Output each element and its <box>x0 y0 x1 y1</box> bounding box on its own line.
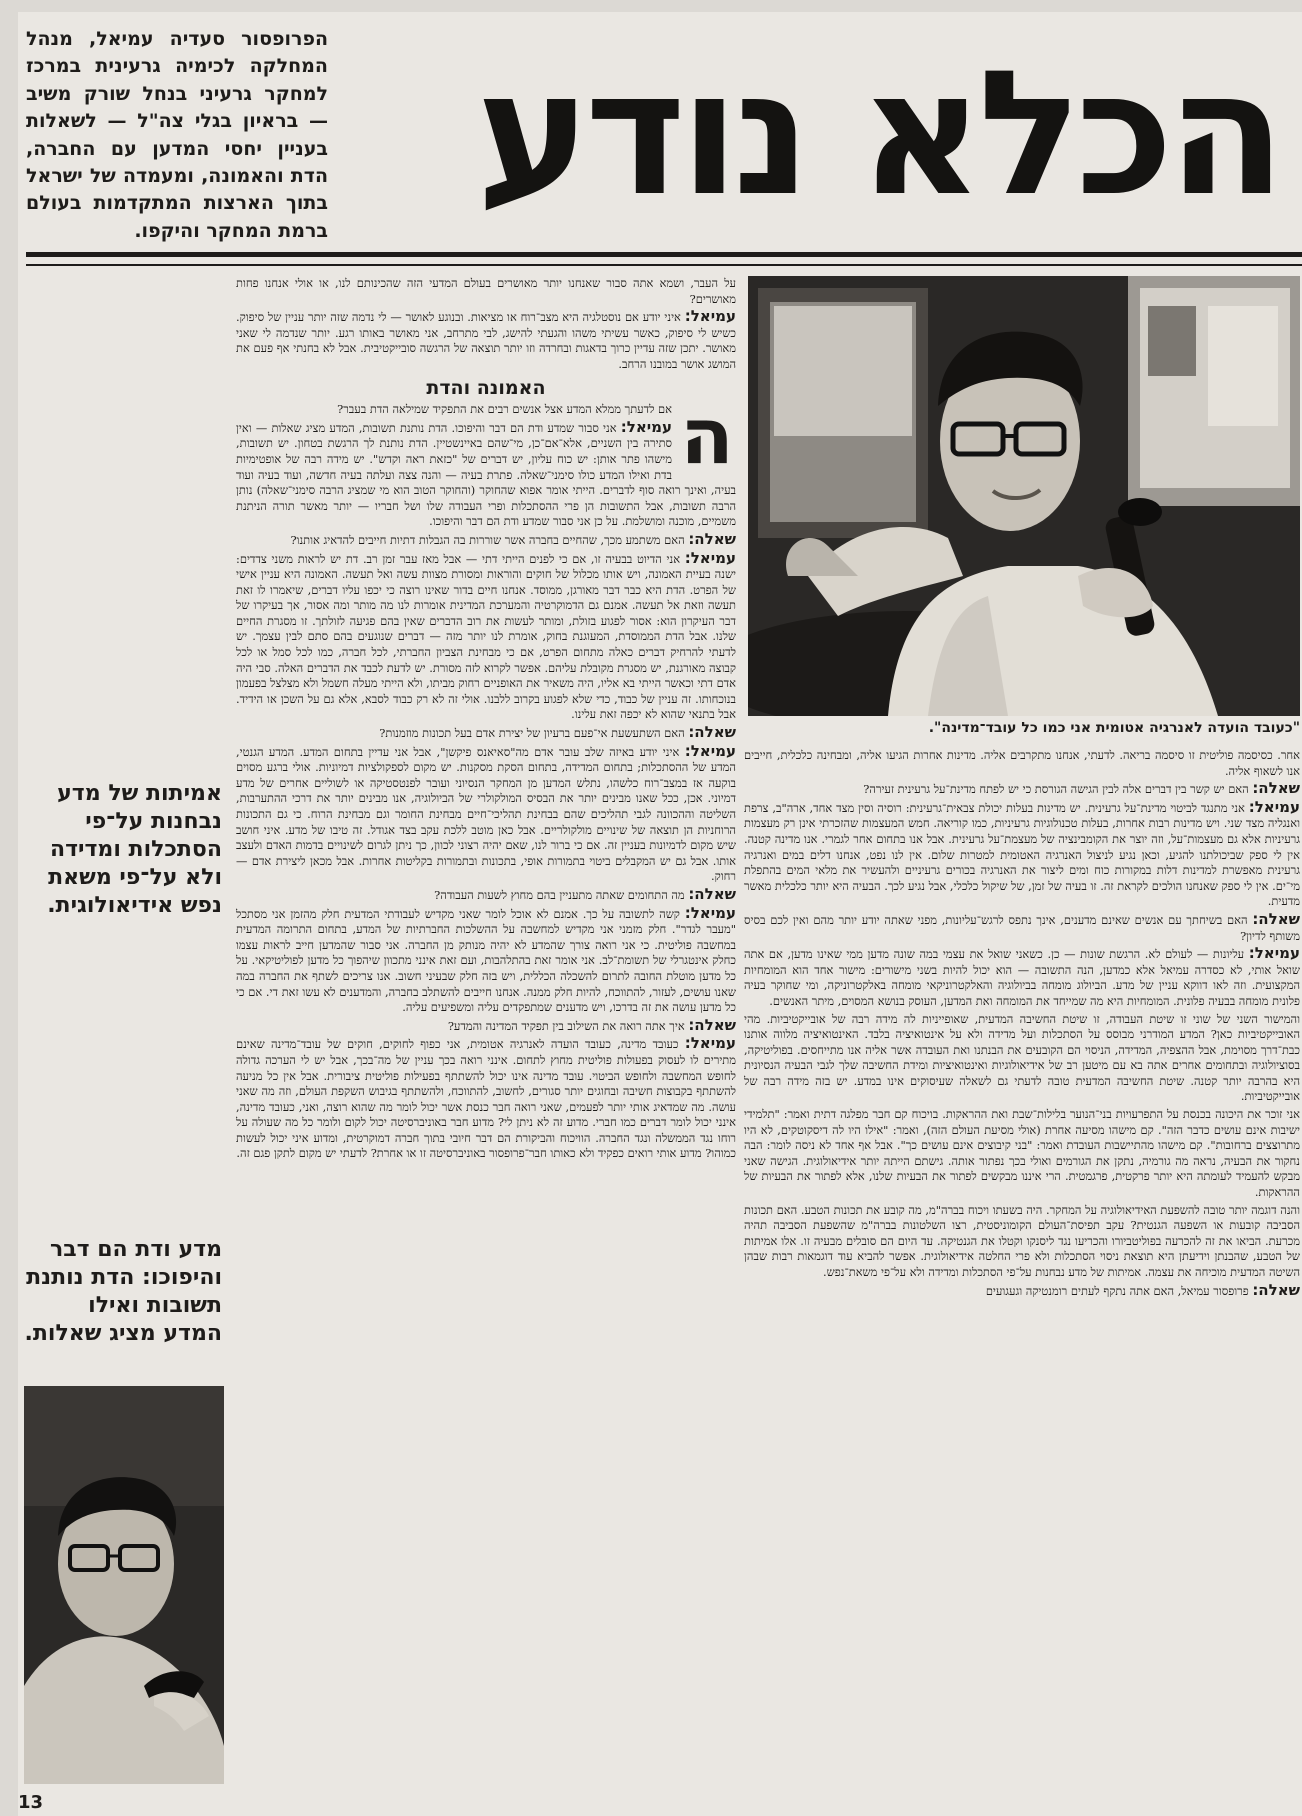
speaker-label: עמיאל: <box>620 417 673 436</box>
paragraph-text: אם לדעתך ממלא המדע אצל אנשים רבים את התפקיד שמילאה הדת בעבר? <box>337 402 672 417</box>
speaker-label: שאלה: <box>688 723 736 742</box>
paragraph-text: קשה לתשובה על כך. אמנם לא אוכל לומר שאני מקדיש לעבודתי המדעית חלק מהזמן אני מסתכל "מעבר לגדר". חלק מזמני אני מקדיש למחשבה על ההשלכות החברתיות של המדע, בתחום התרומה המדעית במחשבה פוליטית. כי אני רואה צורך שהמדע לא יהיה מנותק מן החברה. אני סבור שהמדען חייב לראות עצמו כחלק אינטגרלי של תשומת־לב. אני אומר זאת בהתלהבות, ועם זאת אינני מתכוון שיהפוך כל מדען לפוליטיקאי. על כל מדען מוטלת החובה לתרום להשכלה הכללית, ויש בזה חלק שבעיני חשוב. אנו צריכים לשתף את החברה במה שאנו עושים, לעזור, להתווכח, להיות חלק ממנה. אנחנו חייבים להשתלב בחברה, והמדענים לא עשו זאת די. אם כי כל מדען עושה את זה בדרכו, ויש מדענים שמתפקדים עליה ומשפיעים עליה. <box>236 906 736 1015</box>
paragraph-text: האם משתמע מכך, שהחיים בחברה אשר שוררות בה הגבלות דתיות חייבים להדאיג אותנו? <box>290 532 685 547</box>
paragraph <box>744 1107 1300 1201</box>
paragraph-text: האם השתעשעת אי־פעם ברעיון של יצירת אדם בעל תכונות מוזמנות? <box>379 726 685 741</box>
paragraph <box>236 529 736 549</box>
pull-quote: אמיתות של מדע נבחנות על־פי הסתכלות ומדידה ולא על־פי משאת נפש אידיאולוגית. <box>47 781 222 918</box>
drop-cap: ה <box>680 392 734 483</box>
header-rule <box>26 252 1302 257</box>
paragraph-text: והמישור השני של שוני זו שיטת העבודה, זו שיטת החשיבה המדעית, שאופייניות לה מידה רבה של אובייקטיביות. מהי האובייקטיביות כאן? המדע המודרני מבוסס על הסתכלות ועל מדידה ולא על אינטואיציה בלבד. האינטואיציה מלווה אותנו כבת־דרך מסוימת, אבל ההצפיה, המדידה, הניסוי הם הקובעים את הבנתנו ואת העובדה אשר אליה אנו מתייחסים. בפוליטיקה, בסוציולוגיה ובתחומים אחרים אתה בא עם מיטען רב של אידיאולוגיות ואינטואיציות ומידת החשיבה שלך לגבי הבעיה הנסיונית היא בהרבה יותר קטנה. שיטת החשיבה המדעית טובה לדעתי גם לשאלה שעיסוקים אינו במדע. יש בזה מידה רבה של אובייקטיביות. <box>744 1011 1300 1104</box>
speaker-label: שאלה: <box>688 1015 736 1034</box>
paragraph-text: אני זוכר את היכונה בכנסת על התפרעויות בני־הנוער בלילות־שבת ואת ההראקות. בויכוח קם חבר מפלגה דתית ואמר: "תלמידי ישיבות אינם עושים כדבר הזה". קם מישהו מסיעה אחרת (אולי מסיעת העולם הזה), ואמר: "אילו היו לה דיסקוטקים, לא היו מתרוצצים ברחובות". קם מישהו מהתיישבות העובדת ואמר: "בני קיבוצים אינם עושים כך". אבל אף אחד לא ניסה לומר: הבה נחקור את הבעיה, נראה מה גורמיה, נתקן את הגורמים ואולי בכך נפתור אותה. גישתם הייתה יותר אידיאולוגית. הגישה שאני מבקש להעמיד לעומתה היא יותר פרקטית, פרגמטית. הרי איננו מבקשים לפתור את הבעיות שלנו, אלא לפתור את הבעיות של ההראקות. <box>744 1107 1300 1200</box>
paragraph-text: מה התחומים שאתה מתעניין בהם מחוץ לשעות העבודה? <box>434 887 685 902</box>
speaker-label: עמיאל: <box>1248 797 1300 816</box>
speaker-label: שאלה: <box>1252 779 1300 798</box>
paragraph <box>744 946 1300 1009</box>
paragraph <box>236 884 736 904</box>
speaker-label: שאלה: <box>1252 1280 1300 1299</box>
paragraph-text: פרופסור עמיאל, האם אתה נתקף לעתים רומנטיקה וגעגועים <box>985 1283 1249 1298</box>
paragraph <box>236 725 736 742</box>
header-rule-thin <box>26 264 1302 266</box>
page-number: 13 <box>18 1792 44 1813</box>
paragraph <box>236 276 736 307</box>
speaker-label: שאלה: <box>688 884 736 903</box>
paragraph <box>744 909 1300 944</box>
paragraph <box>744 1012 1300 1106</box>
paragraph <box>236 1015 736 1035</box>
speaker-label: שאלה: <box>1252 909 1300 928</box>
paragraph <box>236 309 736 372</box>
paragraph-text: האם יש קשר בין דברים אלה לבין הגישה הגורסת כי יש לפתח מדינת־על גרעינית זעירה? <box>863 782 1249 797</box>
subheading: האמונה והדת <box>426 376 546 399</box>
photo-caption: "כעובד הועדה לאנרגיה אטומית אני כמו כל עובד־מדינה". <box>928 720 1300 736</box>
paragraph-text: איני יודע אם נוסטלגיה היא מצב־רוח או מציאות. ובנוגע לאושר — לי נדמה שזה יותר עניין של סיפוק. כשיש לי סיפוק, כאשר עשיתי משהו והגעתי להישג, לבי מתרחב, אני מאושר באותו רגע. יותר שנדמה לי שאני מאושר. יתכן שזה עדיין כרוך בדאגות ובחרדה וזו יותר תוצאה של הרגשה סובייקטיבית. אבל לא בחנתי אף פעם את המושג אושר במובנו הרחב. <box>236 310 736 371</box>
speaker-label: עמיאל: <box>684 903 736 922</box>
paragraph-text: עליונות — לעולם לא. הרגשת שונות — כן. כשאני שואל את עצמי במה שונה מדען ממי שאינו מדען, אם אתה שואל אותי, לא כסדרה עמיאל אלא כמדען, הנה התשובה — הוא יכול להיות בשני מישורים: מישור אחד הוא המומחיות המקצועית. וזה לאו דווקא עניין של מדע. הביולוג מומחה בביולוגיה והאלקטרוניקאי מומחה באלקטרוניקה, ומי שחוקר בעיה פלונית מומחה בבעיה פלונית. המומחיות היא מה שמייחד את המומחה ואת המדען, העוסק בנושא המסוים, מיתר האנשים. <box>744 947 1300 1008</box>
article-column-right <box>744 748 1300 1814</box>
paragraph-text: אני מתנגד לביטוי מדינת־על גרעינית. יש מדינות בעלות יכולת צבאית־גרעינית: רוסיה וסין מצד אחד, ארה"ב, צרפת ואנגליה מצד שני. ויש מדינות רבות אחרות, בעלות טכנולוגיות גרעיניות, כמו קוריאה. חמש המעצמות שהזכרתי אינן רק מעצמות גרעיניות אלא גם מעצמות־על, וזה יוצר את הקומבינציה של מעצמת־על גרעינית. אבל אנו בתחום אחר לגמרי. אנו מדינה קטנה. אין לי ספק שביכולתנו להגיע, וכאן נגיע לניצול האנרגיה האטומית למטרות שלום. אין לנו נפט, אנחנו דלים במים ואנרגיה גרעינית מאפשרת למדינות דלות במקורות כוח ומים ליצור את האנרגיה בכורים גרעיניים ולהעשיר את מלאי המים בהתפלת מי־ים. אין לי ספק שאנחנו הולכים לקראת זה. זו בעיה של זמן, של שיקול כלכלי, אבל נגיע לכך. הבעיה היא יותר כלכלית מאשר מדעית. <box>744 800 1300 909</box>
paragraph-text: איני יודע באיזה שלב עובר אדם מה"סאיאנס פיקשן", אבל אני עדיין בתחום המדע. המדע הגנטי, המדע של ההסתכלות; בתחום המדידה, בתחום הסקת מסקנות. יש מקום לספקולציות דמיוניות. אולי ברגע מסוים בוקעה אז במצב־רוח כלשהו, נתלש המדען מן המחקר הנסיוני ועובר לפנטסטיקה או לשוליים אחרים של מדע דמיוני. אכן, ככל שאנו מבינים יותר את הבסיס המולקולרי של הביולוגיה, אנו מבינים יותר את דרכי ההתערבות, השליטה וההכוונה לגבי תהליכים שהם בבחינת תהליכי־חיים מבחינת החומר וגם מבחינת הרוח. כי גם התכונות הרוחניות הן תוצאה של שינויים מולקולריים. אבל כאן מוטב ללכת עקב בצד אגודל. זה טיבו של מדע. איני חושב שיש מקום לדמיונות בעניין זה. אם כי ברור לנו, שאם יהיה רצוני לכוון, כך ניתן לגרום לשינויים בדמות האדם ולעצב אותו. אבל גם יש המקבלים ביטוי בתמורות אופי, בתכונות ובתמורות בקליטות אחרות. אבל מכאן ליצירת אדם — רחוק. <box>236 744 736 884</box>
paragraph <box>236 402 736 418</box>
paragraph <box>236 548 736 724</box>
headline: הכלא נודע <box>476 33 1280 234</box>
paragraph <box>236 417 736 530</box>
paragraph <box>236 903 736 1016</box>
paragraph-text: והנה דוגמה יותר טובה להשפעת האידיאולוגיה על המחקר. היה בשעתו ויכוח בברה"מ, מה קובע את תכונות הטבע. האם תכונות הסביבה קובעות או השפעה הגנטית? עקב תפיסת־העולם הקומוניסטית, רצו השלטונות בברה"מ שהשפעת הסביבה תהיה מכרעת. הביאו את זה להכרעה בפוליטביורו והכריעו נגד ליסנקו וקטלו את הגנטיקה. עד היום הם סובלים מבעיה זו. אלו אמיתות של הטבע, שהבנתן וידיעתן היא תוצאת ניסוי הסתכלות ולא פרי החלטה אידיאולוגית. אפשר להביא עוד דוגמאות רבות שבהן השיטה המדעית מוכיחה את עצמה. אמיתות של מדע נבחנות על־פי הסתכלות ומדידה ולא על־פי משאת־נפש. <box>744 1202 1300 1279</box>
paragraph <box>744 748 1300 779</box>
paragraph-text: איך אתה רואה את השילוב בין תפקיד המדינה והמדע? <box>447 1018 685 1033</box>
intro-paragraph: הפרופסור סעדיה עמיאל, מנהל המחלקה לכימיה גרעינית במרכז למחקר גרעיני בנחל שורק משיב — בראיון בגלי צה"ל — לשאלות בעניין יחסי המדען עם החברה, הדת והאמונה, ומעמדה של ישראל בתוך הארצות המתקדמות בעולם ברמת המחקר והיקפו. <box>26 28 328 242</box>
newspaper-page <box>18 12 1302 1816</box>
speaker-label: עמיאל: <box>684 741 736 760</box>
secondary-portrait-photo <box>24 1386 224 1784</box>
speaker-label: שאלה: <box>688 529 736 548</box>
paragraph <box>744 1203 1300 1281</box>
paragraph-text: על העבר, ושמא אתה סבור שאנחנו יותר מאושרים בעולם המדעי הזה שהכינותם לנו, או אולי אנחנו פחות מאושרים? <box>236 276 736 306</box>
paragraph-text: אני סבור שמדע ודת הם דבר והיפוכו. הדת נותנת תשובות, המדע מציג שאלות — ואין סתירה בין השניים, אלא־אם־כן, מי־שהם באיינשטיין. הדת נותנת לך הרגשת בטחון. יש תשובות, מישהו פתר אותן: יש כוח עליון, יש דברים של "כזאת ראה וקדש". יש מידה רבה של אופטימיות בדת ואילו המדע כולו סימני־שאלה. פתרת בעיה — והנה צצה ועלתה בעיה חדשה, ועוד בעיה ועוד בעיה, ואינך רואה סוף לדברים. הייתי אומר אפוא שהחוקר (והחוקר הטוב הוא מי שמציג הרבה סימני־שאלה) נותן הרבה תשובות, אבל התשובות הן פרי ההסתכלות ופרי העבודה שלו ושל חבריו — יותר מאשר תורה הניתנת משמיים, מוכנה ומושלמת. על כן אני סבור שמדע ודת הם דבר והיפוכו. <box>236 420 736 529</box>
paragraph <box>744 1280 1300 1300</box>
portrait-photo <box>748 276 1300 716</box>
speaker-label: עמיאל: <box>1248 944 1300 963</box>
paragraph-text: כעובד מדינה, כעובד הועדה לאנרגיה אטומית, אני כפוף לחוקים, חוקים של עובד־מדינה שאינם מתירים לו לעסוק בפעולות פוליטית מחוץ לתחום. אינני רואה בכך עניין של מה־בכך, אבל יש לי הערכה גדולה לחופש המחשבה ולחופש הביטוי. עובד מדינה אינו יכול להשתתף בפעילות פוליטית ציבורית. אבל אין כל מניעה להשתתף בקבוצות חשיבה ובחוגים יותר סגורים, לחשוב, להתווכח, ולהשתתף בגיבוש השקפת העולם, וזה מה שאני עושה. מה שמדאיג אותי יותר לפעמים, שאני רואה חבר כנסת אשר יכול לומר מה שהוא רוצה, ואני, כעובד מדינה, אינני יכול לומר דברים כמו חברי. מדוע זה לא ניתן לי? מדוע חבר באוניברסיטה יכול לקום ולומר כל מה שעולה על רוחו נגד הממשלה ונגד החברה. הוויכוח והביקורת הם דבר חיובי בתוך חברה דמוקרטית, ומדוע איני יכול לעשות כמוהו? מדוע אותי רואים כפקיד ולא כאותו חבר־פרופסור באוניברסיטה זו או אחרת? לדעתי יש מקום לתקן פגם זה. <box>236 1037 736 1161</box>
speaker-label: עמיאל: <box>684 548 736 567</box>
paragraph <box>744 781 1300 798</box>
paragraph-text: האם בשיחתך עם אנשים שאינם מדענים, אינך נתפס לרגש־עליונות, מפני שאתה יודע יותר מהם ואין לכם בסיס משותף לדיון? <box>744 912 1300 943</box>
paragraph <box>744 797 1300 910</box>
speaker-label: עמיאל: <box>684 307 736 326</box>
pull-quote: מדע ודת הם דבר והיפוכו: הדת נותנת תשובות ואילו המדע מציג שאלות. <box>24 1237 222 1346</box>
speaker-label: עמיאל: <box>684 1034 736 1053</box>
paragraph-text: אחר. כסיסמה פוליטית זו סיסמה בריאה. לדעתי, אנחנו מתקרבים אליה. מדינות אחרות הגיעו אליה, ומבחינה כלכלית, חייבים אנו לשאוף אליה. <box>744 748 1300 778</box>
paragraph-text: אני הדיוט בבעיה זו, אם כי לפנים הייתי דתי — אבל מאז עבר זמן רב. דת יש לראות משני צדדים: ישנה בעיית האמונה, ויש אותו מכלול של חוקים והוראות ומסורת מצוות עשה ואל תעשה. האמונה היא עניין אישי של הפרט. הדת היא כבר דבר מאורגן, ממוסד. אנחנו חיים בדור שאינו רוצה כי יכפו עליו דברים, שיאמרו לו זאת תעשה וזאת אל תעשה. אמנם גם הדמוקרטיה והמערכת המדינית אומרות לנו מה מותר ומה אסור, אך בעיקרו של דבר העיקרון הוא: אסור לפגוע בזולת, ומותר לעשות את רוב הדברים שאין בהם פגיעה לזולתך. זו מסגרת החיים שלנו. אבל הדת הממוסדת, המעוגנת בחוק, אומרת לנו יותר מזה — דברים שנוגעים בהם סתם לבין עצמך. יש לדעתי להרחיק דברים כאלה מתחום הפרט, אם כי מבחינת הצביון החברתי, לכל חברה, כמו לכל סמל או לכל קבוצה מאורגנת, יש מסגרת מקובלת עליהם. אפשר לקרוא לזה מסורת. יש לדעת לכבד את הדברים האלה. סבי היה אדם דתי וכאשר הייתי בא אליו, היה משאיר את האופניים רחוק מביתו, ולא הייתי מעלה חשמל ולא מצלצל בפעמון בנוכחותו. זה עניין של כבוד, כדי שלא לפגוע בקרוב ללבנו. אולי זה לא רק כבוד לסבא, אלא גם על השכן או הידיד. אבל בתנאי שהוא לא יכפה זאת עלינו. <box>236 551 736 722</box>
paragraph <box>236 741 736 885</box>
article-column-middle <box>236 276 736 1814</box>
paragraph <box>236 1036 736 1162</box>
